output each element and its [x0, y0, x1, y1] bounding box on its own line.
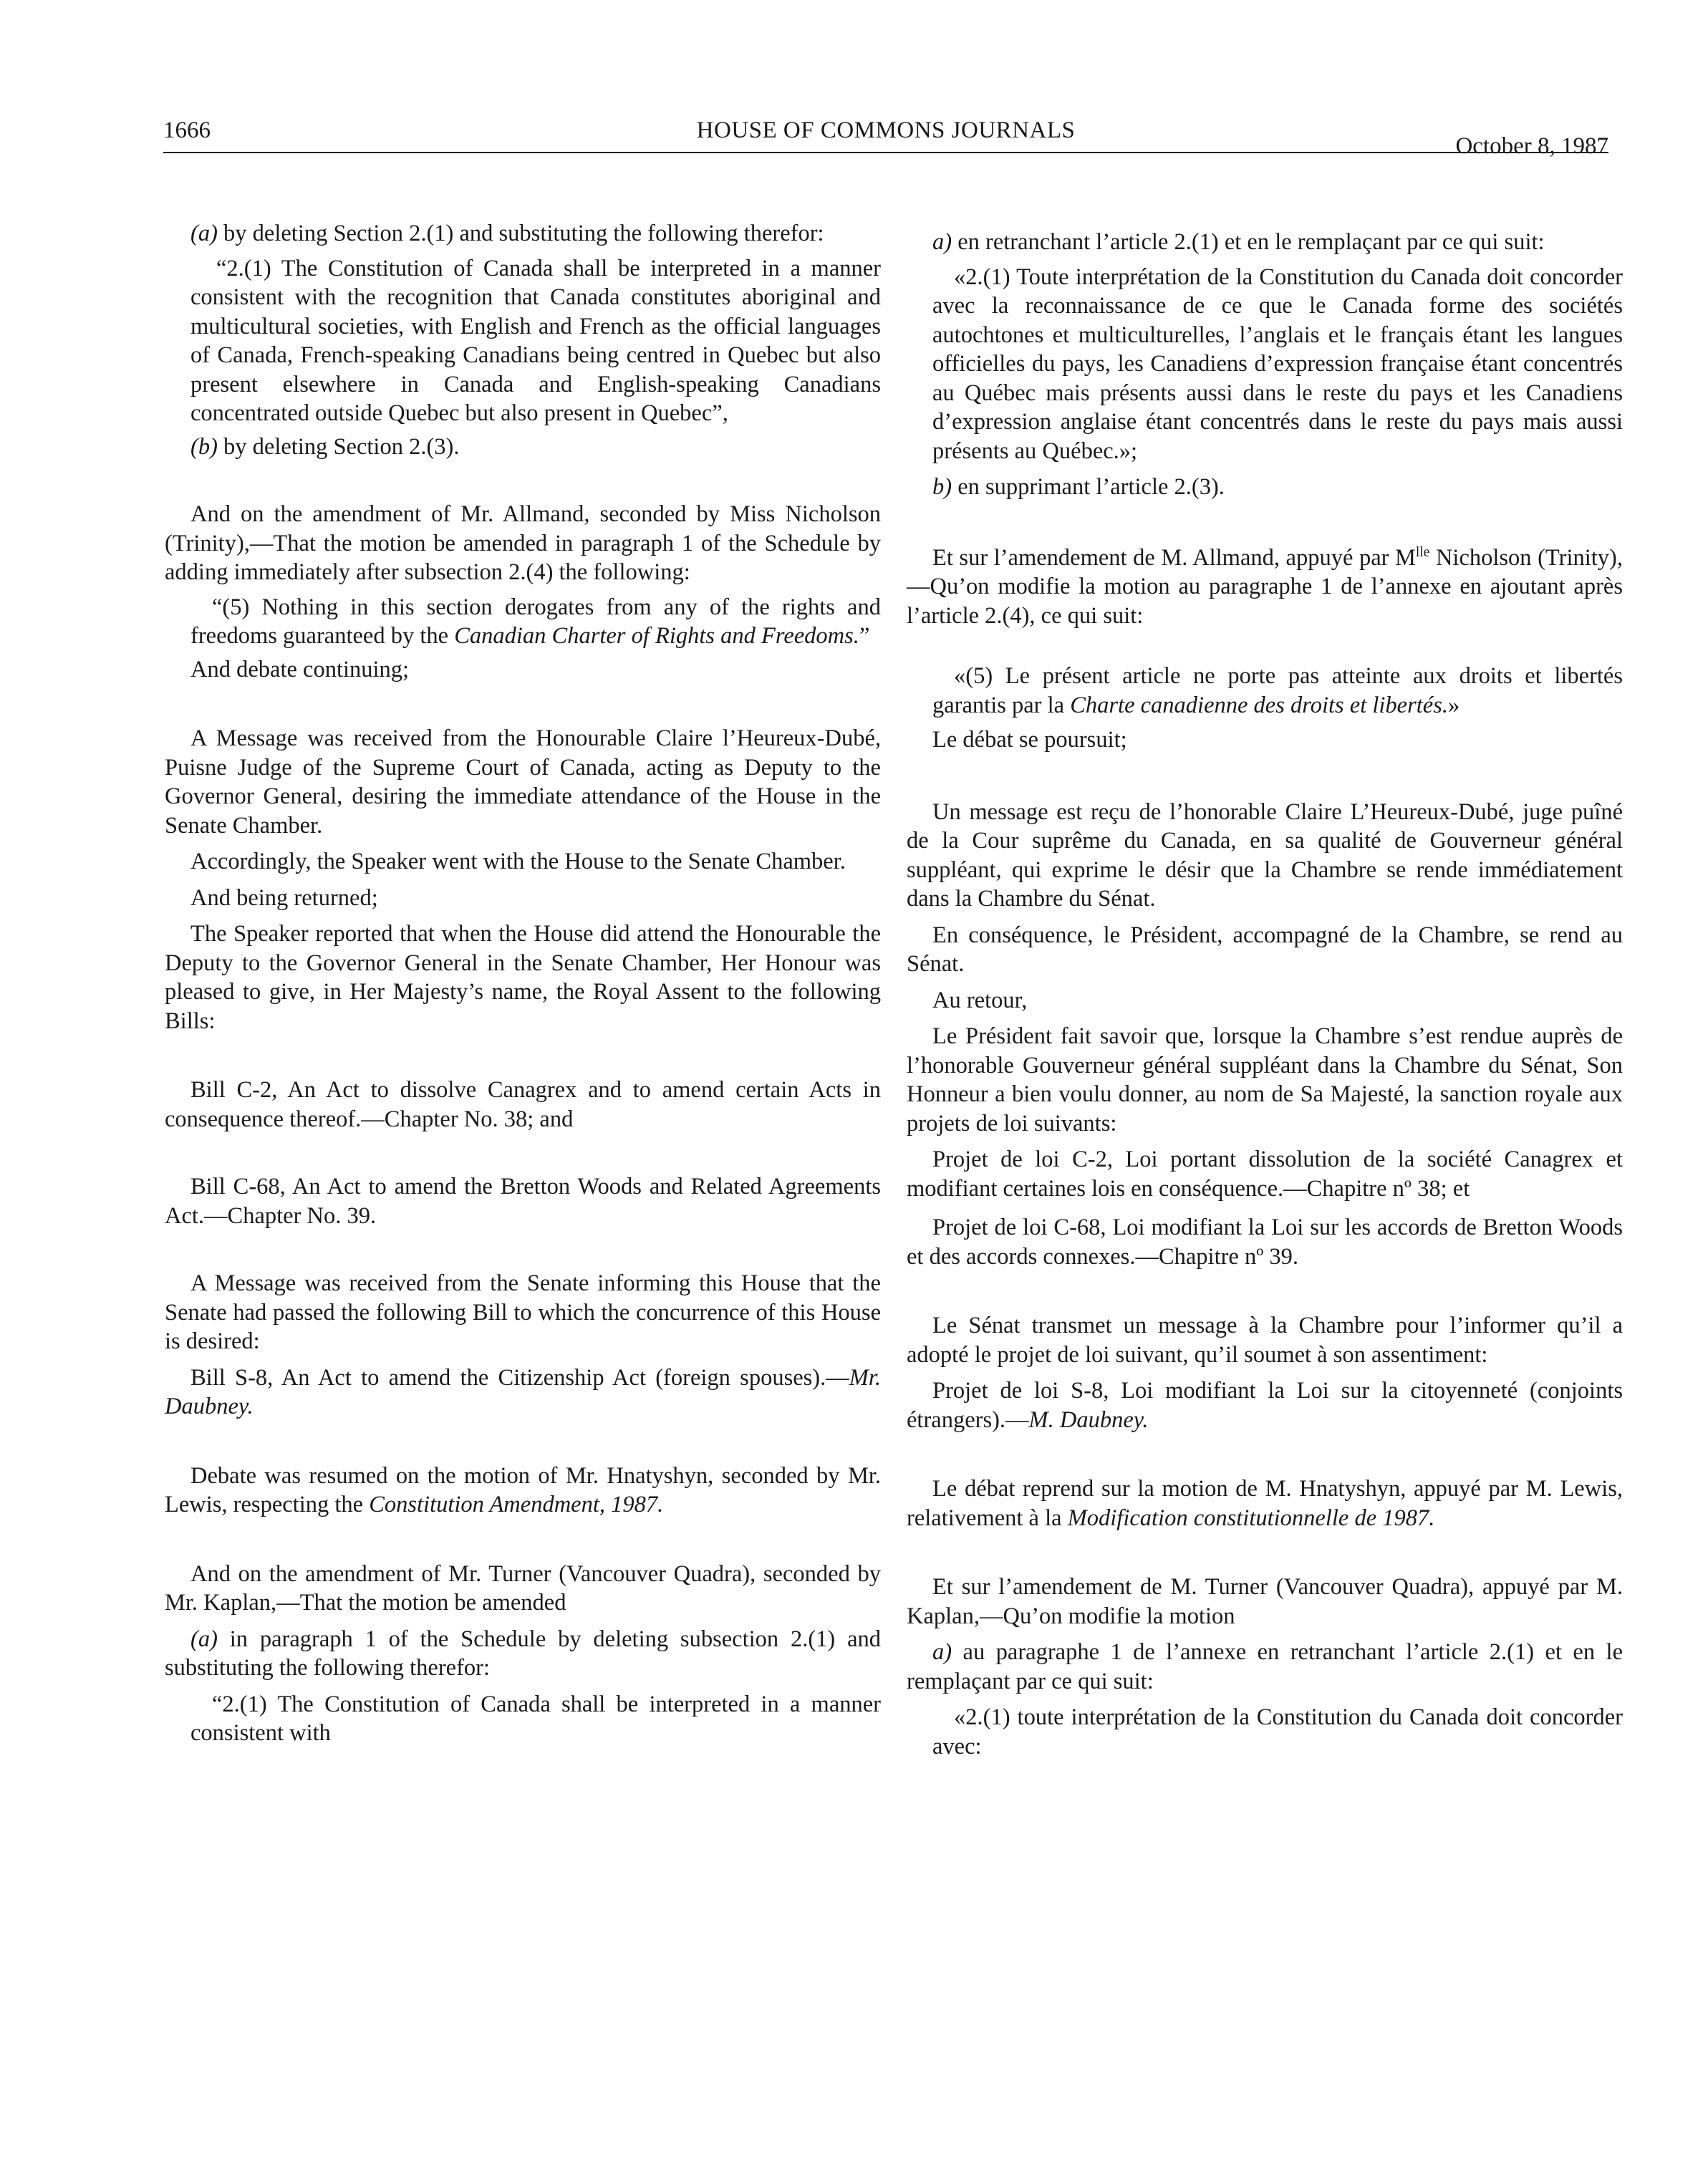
- fr-para-6: Le débat se poursuit;: [932, 727, 1127, 753]
- fr-para-18: «2.(1) toute interprétation de la Constitution du Canada doit concorder avec:: [932, 1704, 1623, 1760]
- english-column: [165, 219, 881, 1748]
- en-para-3: (b) by deleting Section 2.(3).: [190, 433, 460, 460]
- en-para-15: Debate was resumed on the motion of Mr. Hnatyshyn, seconded by Mr. Lewis, respecting the Constitution Amendment, 1987.: [165, 1462, 881, 1517]
- en-para-7: A Message was received from the Honourable Claire l’Heureux-Dubé, Puisne Judge of the Supreme Court of Canada, acting as Deputy to the Governor General, desiring the immediate attendance of the House in the Senate Chamber.: [165, 725, 881, 839]
- fr-para-11: Projet de loi C-2, Loi portant dissolution de la société Canagrex et modifiant certaines lois en conséquence.—Chapitre nº 38; et: [907, 1147, 1623, 1202]
- fr-para-10: Le Président fait savoir que, lorsque la Chambre s’est rendue auprès de l’honorable Gouverneur général suppléant dans la Chambre du Sénat, Son Honneur a bien voulu donner, au nom de Sa Majesté, la sanction royale aux projets de loi suivants:: [907, 1023, 1623, 1136]
- fr-para-4: Et sur l’amendement de M. Allmand, appuyé par $M^{lle}$ Nicholson (Trinity),—Qu’on modifie la motion au paragraphe 1 de l’annexe en ajoutant après l’article 2.(4), ce qui suit:: [907, 544, 1623, 629]
- fr-para-13: Le Sénat transmet un message à la Chambre pour l’informer qu’il a adopté le projet de loi suivant, qu’il soumet à son assentiment:: [907, 1313, 1623, 1368]
- fr-para-17: a) au paragraphe 1 de l’annexe en retranchant l’article 2.(1) et en le remplaçant par ce qui suit:: [907, 1639, 1623, 1694]
- en-para-2: “2.(1) The Constitution of Canada shall be interpreted in a manner consistent with the recognition that Canada constitutes aboriginal and multicultural societies, with English and French as the official languages of Canada, French-speaking Canadians being centred in Quebec but also present elsewhere in Canada and English-speaking Canadians concentrated outside Quebec but also present in Quebec”,: [190, 255, 881, 426]
- fr-para-15: Le débat reprend sur la motion de M. Hnatyshyn, appuyé par M. Lewis, relativement à la Modification constitutionnelle de 1987.: [907, 1476, 1623, 1531]
- journal-title: HOUSE OF COMMONS JOURNALS: [696, 117, 1076, 143]
- fr-para-16: Et sur l’amendement de M. Turner (Vancouver Quadra), appuyé par M. Kaplan,—Qu’on modifie la motion: [907, 1574, 1623, 1629]
- en-para-11: Bill C-2, An Act to dissolve Canagrex and to amend certain Acts in consequence thereof.—Chapter No. 38; and: [165, 1077, 881, 1132]
- en-para-16: And on the amendment of Mr. Turner (Vancouver Quadra), seconded by Mr. Kaplan,—That the motion be amended: [165, 1560, 881, 1616]
- fr-para-9: Au retour,: [932, 987, 1028, 1013]
- en-para-1: (a) by deleting Section 2.(1) and substituting the following therefor:: [190, 221, 824, 246]
- page-header: [163, 117, 1608, 168]
- en-para-4: And on the amendment of Mr. Allmand, seconded by Miss Nicholson (Trinity),—That the motion be amended in paragraph 1 of the Schedule by adding immediately after subsection 2.(4) the following:: [165, 501, 881, 585]
- page-number: 1666: [163, 117, 211, 143]
- en-para-8: Accordingly, the Speaker went with the House to the Senate Chamber.: [190, 849, 846, 874]
- en-para-9: And being returned;: [190, 884, 378, 911]
- en-para-10: The Speaker reported that when the House did attend the Honourable the Deputy to the Governor General in the Senate Chamber, Her Honour was pleased to give, in Her Majesty’s name, the Royal Assent to the following Bills:: [165, 921, 881, 1034]
- fr-para-5: «(5) Le présent article ne porte pas atteinte aux droits et libertés garantis par la Charte canadienne des droits et libertés.»: [932, 663, 1623, 718]
- en-para-18: “2.(1) The Constitution of Canada shall be interpreted in a manner consistent with: [190, 1691, 881, 1746]
- en-para-12: Bill C-68, An Act to amend the Bretton Woods and Related Agreements Act.—Chapter No. 39.: [165, 1174, 881, 1229]
- fr-para-1: a) en retranchant l’article 2.(1) et en le remplaçant par ce qui suit:: [932, 229, 1545, 255]
- en-para-13: A Message was received from the Senate informing this House that the Senate had passed the following Bill to which the concurrence of this House is desired:: [165, 1270, 881, 1354]
- fr-para-7: Un message est reçu de l’honorable Claire L’Heureux-Dubé, juge puîné de la Cour suprême du Canada, en sa qualité de Gouverneur général suppléant, qui exprime le désir que la Chambre se rende immédiatement dans la Chambre du Sénat.: [907, 798, 1623, 912]
- en-para-17: (a) in paragraph 1 of the Schedule by deleting subsection 2.(1) and substituting the following therefor:: [165, 1626, 881, 1681]
- fr-para-8: En conséquence, le Président, accompagné de la Chambre, se rend au Sénat.: [907, 922, 1623, 977]
- header-rule: [163, 152, 1608, 153]
- en-para-5: “(5) Nothing in this section derogates from any of the rights and freedoms guaranteed by the Canadian Charter of Rights and Freedoms.”: [190, 594, 881, 649]
- fr-para-14: Projet de loi S-8, Loi modifiant la Loi sur la citoyenneté (conjoints étrangers).—M. Daubney.: [907, 1378, 1623, 1433]
- en-para-14: Bill S-8, An Act to amend the Citizenship Act (foreign spouses).—Mr. Daubney.: [165, 1364, 881, 1419]
- fr-para-12: Projet de loi C-68, Loi modifiant la Loi sur les accords de Bretton Woods et des accords connexes.—Chapitre nº 39.: [907, 1215, 1623, 1270]
- fr-para-3: b) en supprimant l’article 2.(3).: [932, 474, 1225, 500]
- french-column: [907, 228, 1623, 1761]
- fr-para-2: «2.(1) Toute interprétation de la Constitution du Canada doit concorder avec la reconnaissance de ce que le Canada forme des sociétés autochtones et multiculturelles, l’anglais et le français étant les langues officielles du pays, les Canadiens d’expression française étant concentrés au Québec mais présents aussi dans le reste du pays et les Canadiens d’expression anglaise étant concentrés dans le reste du pays mais aussi présents au Québec.»;: [932, 264, 1623, 464]
- en-para-6: And debate continuing;: [190, 656, 410, 682]
- journal-date: October 8, 1987: [1455, 133, 1608, 159]
